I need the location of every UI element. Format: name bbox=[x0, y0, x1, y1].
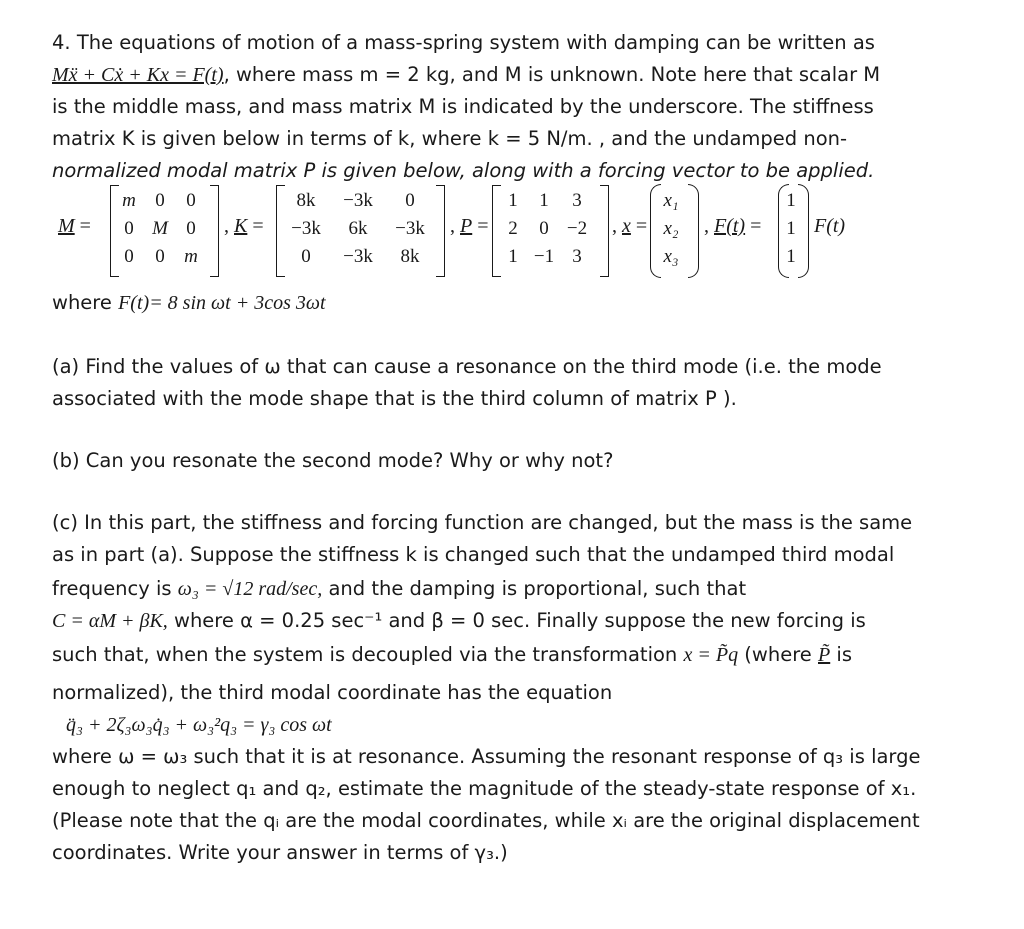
part-c-line-9: enough to neglect q₁ and q₂, estimate the magnitude of the steady-state response of x₁. bbox=[52, 777, 917, 800]
mass-matrix-label: M = bbox=[58, 215, 91, 237]
modal-matrix-cell: 1 bbox=[508, 190, 518, 211]
stiffness-matrix-cell: −3k bbox=[343, 246, 373, 267]
force-vector-label: , F(t) = bbox=[704, 215, 762, 237]
mass-matrix-cell: 0 bbox=[186, 218, 196, 239]
part-c-line-11: coordinates. Write your answer in terms of γ₃.) bbox=[52, 841, 508, 864]
problem-intro-text: The equations of motion of a mass-spring system with damping can be written as bbox=[76, 31, 875, 54]
omega3-equation: ω₃ = √12 rad/sec, bbox=[177, 578, 323, 600]
part-b-line-1: (b) Can you resonate the second mode? Why or why not? bbox=[52, 449, 614, 472]
problem-line-3: is the middle mass, and mass matrix M is indicated by the underscore. The stiffness bbox=[52, 95, 874, 118]
mass-matrix-cell: 0 bbox=[124, 218, 134, 239]
mass-matrix-cell: 0 bbox=[155, 190, 165, 211]
mass-matrix-cell: M bbox=[152, 218, 168, 239]
modal-matrix-cell: 3 bbox=[572, 246, 582, 267]
part-c-line-2: as in part (a). Suppose the stiffness k is changed such that the undamped third modal bbox=[52, 543, 895, 566]
problem-line-5: normalized modal matrix P is given below, along with a forcing vector to be applied. bbox=[52, 159, 875, 182]
modal-matrix-label: , P = bbox=[450, 215, 489, 237]
problem-line-4: matrix K is given below in terms of k, where k = 5 N/m. , and the undamped non- bbox=[52, 127, 848, 150]
modal-matrix-cell: −2 bbox=[566, 218, 588, 239]
displacement-vector-label: , x = bbox=[612, 215, 648, 237]
stiffness-matrix-right-bracket bbox=[436, 185, 445, 277]
stiffness-matrix-cell: −3k bbox=[291, 218, 321, 239]
problem-line-2-text: , where mass m = 2 kg, and M is unknown. Note here that scalar M bbox=[223, 63, 881, 86]
stiffness-matrix-cell: 0 bbox=[301, 246, 311, 267]
part-c-line-4: C = αM + βK, where α = 0.25 sec⁻¹ and β = 0 sec. Finally suppose the new forcing is bbox=[52, 609, 866, 632]
stiffness-matrix-cell: 8k bbox=[400, 246, 420, 267]
displacement-vector-right-paren bbox=[688, 184, 699, 278]
normalized-modal-matrix-symbol: P̃ bbox=[818, 644, 831, 666]
mass-matrix-cell: m bbox=[122, 190, 136, 211]
part-c-line-10: (Please note that the qᵢ are the modal coordinates, while xᵢ are the original displacement bbox=[52, 809, 920, 832]
mass-matrix-cell: m bbox=[184, 246, 198, 267]
part-a-line-2: associated with the mode shape that is the third column of matrix P ). bbox=[52, 387, 737, 410]
part-c-line-6: normalized), the third modal coordinate has the equation bbox=[52, 681, 613, 704]
problem-line-1 bbox=[52, 30, 875, 56]
part-c-line-8: where ω = ω₃ such that it is at resonance. Assuming the resonant response of q₃ is large bbox=[52, 745, 921, 768]
modal-matrix-cell: 1 bbox=[508, 246, 518, 267]
force-vector-cell: 1 bbox=[786, 246, 796, 267]
stiffness-matrix-label: , K = bbox=[224, 215, 264, 237]
forcing-where: where bbox=[52, 291, 112, 314]
mass-matrix-cell: 0 bbox=[124, 246, 134, 267]
modal-equation-q3: q̈₃ + 2ζ₃ω₃q̇₃ + ω₃²q₃ = γ₃ cos ωt bbox=[66, 714, 332, 736]
part-a-line-1: (a) Find the values of ω that can cause a resonance on the third mode (i.e. the mode bbox=[52, 355, 882, 378]
damping-equation: C = αM + βK, bbox=[52, 610, 168, 632]
mass-matrix-cell: 0 bbox=[155, 246, 165, 267]
force-vector-cell: 1 bbox=[786, 190, 796, 211]
matrix-definitions bbox=[52, 180, 1012, 280]
stiffness-matrix-cell: −3k bbox=[395, 218, 425, 239]
forcing-function-expression: F(t)= 8 sin ωt + 3cos 3ωt bbox=[118, 292, 326, 314]
force-vector-cell: 1 bbox=[786, 218, 796, 239]
mass-matrix-right-bracket bbox=[210, 185, 219, 277]
modal-matrix-right-bracket bbox=[600, 185, 609, 277]
displacement-vector-cell: x₃ bbox=[663, 246, 679, 267]
force-vector-multiplier: F(t) bbox=[814, 215, 846, 237]
part-c-line-7 bbox=[52, 712, 332, 738]
stiffness-matrix-cell: 8k bbox=[296, 190, 316, 211]
equation-of-motion: Mẍ + Cẋ + Kx = F(t) bbox=[52, 64, 224, 86]
part-c-line-5: such that, when the system is decoupled via the transformation x = P̃q (where P̃ is bbox=[52, 643, 852, 666]
stiffness-matrix-cell: 6k bbox=[348, 218, 368, 239]
problem-number: 4. bbox=[52, 31, 71, 54]
modal-matrix-cell: 2 bbox=[508, 218, 518, 239]
modal-matrix-cell: 3 bbox=[572, 190, 582, 211]
part-c-line-3: frequency is ω₃ = √12 rad/sec, and the damping is proportional, such that bbox=[52, 577, 747, 600]
mass-matrix-cell: 0 bbox=[186, 190, 196, 211]
forcing-function-line bbox=[52, 290, 326, 316]
force-vector-right-paren bbox=[798, 184, 809, 278]
modal-matrix-cell: −1 bbox=[533, 246, 555, 267]
part-c-line-1: (c) In this part, the stiffness and forcing function are changed, but the mass is the same bbox=[52, 511, 913, 534]
transformation-equation: x = P̃q bbox=[683, 644, 739, 666]
displacement-vector-cell: x₁ bbox=[663, 190, 679, 211]
modal-matrix-cell: 0 bbox=[539, 218, 549, 239]
problem-line-2 bbox=[52, 62, 880, 88]
modal-matrix-cell: 1 bbox=[539, 190, 549, 211]
stiffness-matrix-cell: −3k bbox=[343, 190, 373, 211]
stiffness-matrix-cell: 0 bbox=[405, 190, 415, 211]
displacement-vector-cell: x₂ bbox=[663, 218, 679, 239]
